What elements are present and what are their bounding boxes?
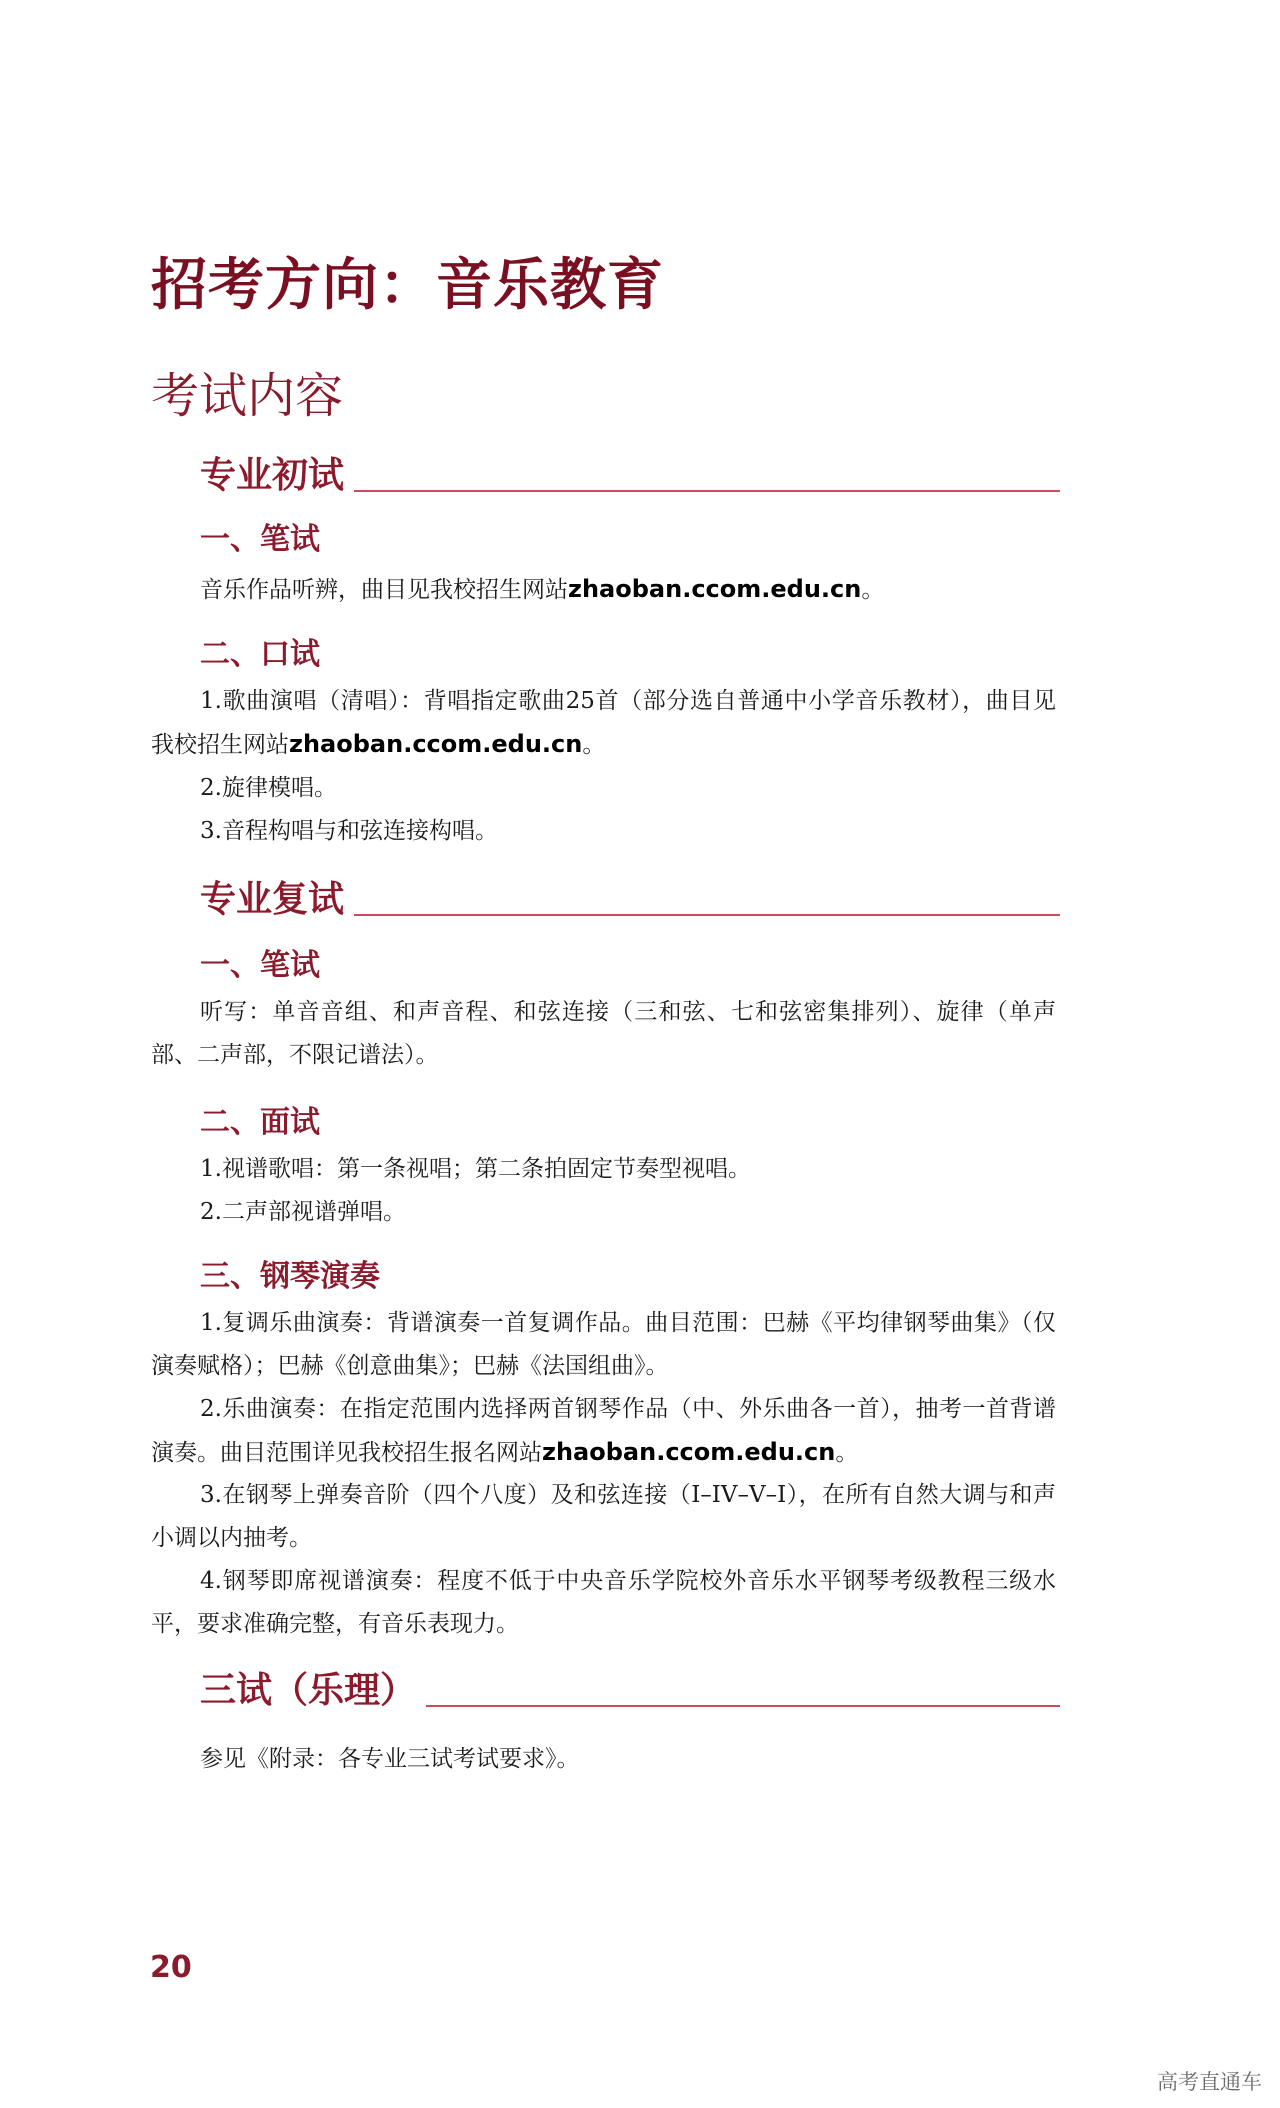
heading-rule [426,1705,1060,1707]
paragraph-piece-performance [151,1388,1056,1475]
paragraph-dictation: 听写：单音音组、和声音程、和弦连接（三和弦、七和弦密集排列）、旋律（单声部、二声部，不限记谱法）。 [151,999,1056,1068]
stage-heading-preliminary [200,455,1060,496]
paragraph-text: 。 [861,577,885,603]
subheading-piano: 三、钢琴演奏 [200,1259,380,1294]
page-number: 20 [150,1950,192,1985]
paragraph-two-part-sight: 2.二声部视谱弹唱。 [200,1199,406,1225]
paragraph-sight-singing: 1.视谱歌唱：第一条视唱；第二条拍固定节奏型视唱。 [200,1156,751,1182]
paragraph-song-singing [151,680,1056,767]
stage-title: 专业复试 [200,879,345,920]
paragraph-text: 。 [582,732,606,758]
paragraph-text: 2.乐曲演奏：在指定范围内选择两首钢琴作品（中、外乐曲各一首），抽考一首背谱演奏。曲目范围详见我校招生报名网站 [151,1396,1056,1466]
page-title: 招考方向：音乐教育 [151,253,664,318]
subheading-written-exam: 一、笔试 [200,522,320,557]
stage-title: 专业初试 [200,455,345,496]
stage-title: 三试（乐理） [200,1670,417,1711]
heading-rule [354,914,1060,916]
stage-heading-third-exam [200,1670,1060,1711]
subheading-written-exam: 一、笔试 [200,948,320,983]
website-url: zhaoban.ccom.edu.cn [568,575,862,603]
paragraph-melody-imitation: 2.旋律模唱。 [200,775,337,801]
paragraph-theory: 参见《附录：各专业三试考试要求》。 [200,1746,580,1772]
watermark: 高考直通车 [1157,2070,1262,2094]
section-heading: 考试内容 [151,368,344,424]
website-url: zhaoban.ccom.edu.cn [289,730,583,758]
subheading-oral-exam: 二、口试 [200,637,320,672]
paragraph-sight-reading: 4.钢琴即席视谱演奏：程度不低于中央音乐学院校外音乐水平钢琴考级教程三级水平，要求准确完整，有音乐表现力。 [151,1568,1056,1637]
paragraph-text: 音乐作品听辨，曲目见我校招生网站 [200,577,568,603]
paragraph-text: 1.歌曲演唱（清唱）：背唱指定歌曲25首（部分选自普通中小学音乐教材），曲目见我校招生网站 [151,688,1056,758]
subheading-interview: 二、面试 [200,1105,320,1140]
heading-rule [354,490,1060,492]
paragraph-polyphony: 1.复调乐曲演奏：背谱演奏一首复调作品。曲目范围：巴赫《平均律钢琴曲集》（仅演奏赋格）；巴赫《创意曲集》；巴赫《法国组曲》。 [151,1310,1056,1379]
stage-heading-retest [200,879,1060,920]
paragraph-interval-chord: 3.音程构唱与和弦连接构唱。 [200,818,498,844]
paragraph-listening [151,568,1056,612]
paragraph-text: 。 [835,1440,859,1466]
paragraph-scales: 3.在钢琴上弹奏音阶（四个八度）及和弦连接（I–IV–V–I），在所有自然大调与和声小调以内抽考。 [151,1482,1056,1551]
website-url: zhaoban.ccom.edu.cn [542,1438,836,1466]
